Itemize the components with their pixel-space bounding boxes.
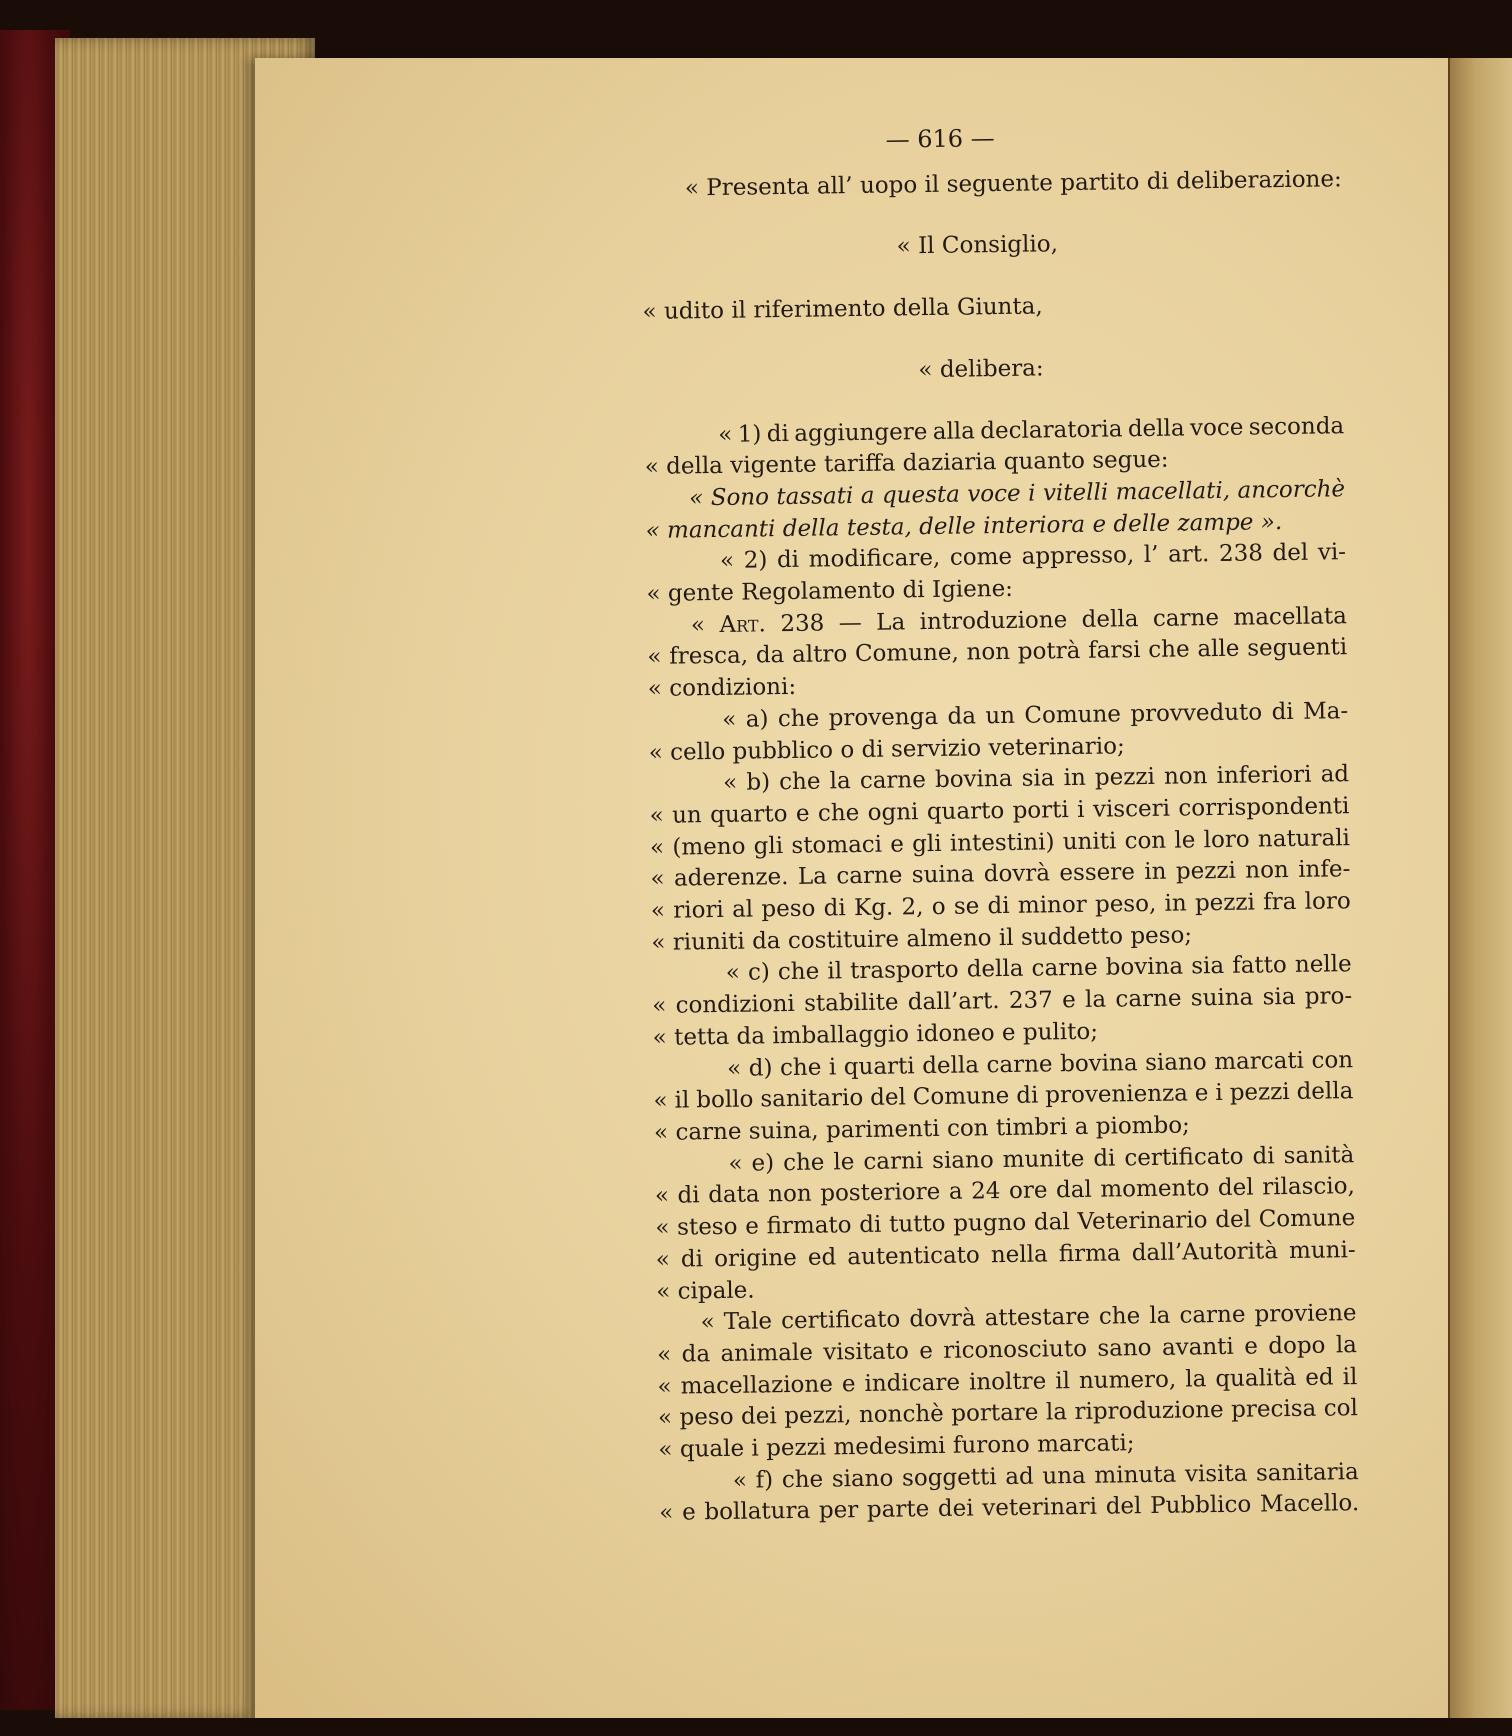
text-line: « steso e firmato di tutto pugno dal Veterinario del Comune [655, 1205, 1356, 1241]
text-line: « condizioni stabilite dall’art. 237 e la carne suina sia pro- [652, 983, 1353, 1020]
text-line: « quale i pezzi medesimi furono marcati; [658, 1430, 1135, 1463]
text-line: « udito il riferimento della Giunta, [642, 293, 1043, 326]
text-line: « aderenze. La carne suina dovrà essere in pezzi non infe- [650, 856, 1351, 893]
text-line: « un quarto e che ogni quarto porti i visceri corrispondenti [649, 793, 1350, 829]
text-line: « d) che i quarti della carne bovina siano marcati con [726, 1046, 1354, 1082]
text-line: « e bollatura per parte dei veterinari del Pubblico Macello. [659, 1490, 1360, 1527]
text-line: « riuniti da costituire almeno il suddetto peso; [651, 922, 1193, 956]
facing-page-edge [1448, 58, 1512, 1718]
text-line: « riori al peso di Kg. 2, o se di minor peso, in pezzi fra loro [650, 888, 1351, 924]
text-line: « di origine ed autenticato nella firma dall’Autorità muni- [655, 1236, 1356, 1273]
text-line: « Tale certificato dovrà attestare che la carne proviene [700, 1300, 1357, 1336]
text-line: « gente Regolamento di Igiene: [646, 575, 1014, 607]
text-line: « c) che il trasporto della carne bovina sia fatto nelle [725, 951, 1352, 987]
text-line: « Art. 238 — La introduzione della carne macellata [690, 602, 1348, 639]
text-line: « macellazione e indicare inoltre il numero, la qualità ed il [657, 1363, 1358, 1400]
text-line: « mancanti della testa, delle interiora e delle zampe ». [645, 508, 1283, 544]
text-line: « carne suina, parimenti con timbri a piombo; [653, 1112, 1191, 1146]
text-line: « fresca, da altro Comune, non potrà farsi che alle seguenti [647, 634, 1348, 671]
text-line: « e) che le carni siano munite di certificato di sanità [728, 1141, 1355, 1177]
text-line: « della vigente tariffa daziaria quanto segue: [644, 446, 1169, 481]
page-text [640, 118, 1360, 1530]
text-line: « di data non posteriore a 24 ore dal momento del rilascio, [654, 1173, 1356, 1210]
text-line: « da animale visitato e riconosciuto sano avanti e dopo la [656, 1332, 1358, 1368]
text-line: « Sono tassati a questa voce i vitelli macellati, ancorchè [688, 476, 1346, 512]
text-line: « cipale. [656, 1277, 755, 1305]
text-line: « peso dei pezzi, nonchè portare la riproduzione precisa col [657, 1395, 1359, 1432]
text-line: « b) che la carne bovina sia in pezzi non inferiori ad [722, 761, 1350, 797]
text-body [641, 164, 1360, 1530]
text-line: « 2) di modificare, come appresso, l’ art. 238 del vi- [719, 539, 1347, 575]
text-line: « Il Consiglio, [896, 231, 1059, 260]
text-line: « f) che siano soggetti ad una minuta visita sanitaria [732, 1458, 1359, 1494]
text-line: « Presenta all’ uopo il seguente partito di deliberazione: [684, 165, 1342, 202]
text-line: « condizioni: [647, 674, 797, 703]
text-line: « delibera: [918, 355, 1044, 383]
text-line: « tetta da imballaggio idoneo e pulito; [652, 1018, 1099, 1051]
text-line: « a) che provenga da un Comune provveduto di Ma- [722, 698, 1349, 733]
text-line: « cello pubblico o di servizio veterinario; [648, 732, 1125, 766]
text-line: « 1) di aggiungere alla declaratoria della voce seconda [718, 412, 1345, 448]
text-line: « il bollo sanitario del Comune di provenienza e i pezzi della [653, 1078, 1354, 1115]
page-number: — 616 — [885, 124, 995, 154]
text-line: « (meno gli stomaci e gli intestini) uniti con le loro naturali [649, 824, 1351, 861]
